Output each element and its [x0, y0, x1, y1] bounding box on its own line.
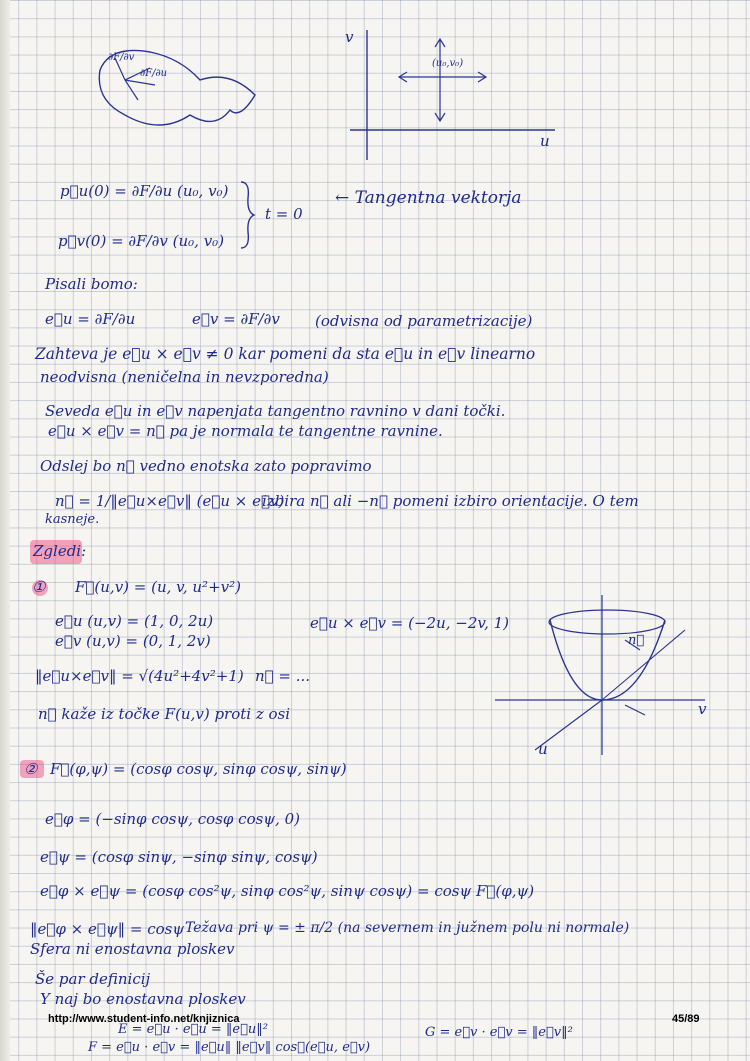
pv-definition: p⃗v(0) = ∂F/∂v (u₀, v₀) — [58, 232, 225, 250]
footer-url[interactable]: http://www.student-info.net/knjiznica — [48, 1013, 240, 1025]
fig3-v-axis: v — [698, 700, 707, 718]
ex2-cross: e⃗φ × e⃗ψ = (cosφ cos²ψ, sinφ cos²ψ, sinψ cosψ) = cosψ F⃗(φ,ψ) — [40, 882, 535, 900]
t-zero: t = 0 — [265, 205, 303, 223]
fig3-n: n⃗ — [628, 633, 645, 648]
ex1-function: F⃗(u,v) = (u, v, u²+v²) — [75, 578, 241, 596]
pu-definition: p⃗u(0) = ∂F/∂u (u₀, v₀) — [60, 182, 229, 200]
ex1-norm: ‖e⃗u×e⃗v‖ = √(4u²+4v²+1) — [35, 667, 244, 685]
ex1-n: n⃗ = ... — [255, 667, 311, 685]
ex2-ephi: e⃗φ = (−sinφ cosψ, cosφ cosψ, 0) — [45, 810, 300, 828]
naj-bo: Y naj bo enostavna ploskev — [40, 990, 246, 1008]
ex1-cross: e⃗u × e⃗v = (−2u, −2v, 1) — [310, 614, 509, 632]
fig1-dfdu-label: ∂F/∂u — [140, 68, 168, 79]
ex2-number: ② — [24, 760, 38, 778]
ex2-epsi: e⃗ψ = (cosφ sinψ, −sinφ sinψ, cosψ) — [40, 848, 318, 866]
se-par: Še par definicij — [35, 970, 151, 988]
ex2-tezava: Težava pri ψ = ± π/2 (na severnem in južnem polu ni normale) — [185, 920, 630, 936]
notebook-binding — [0, 0, 10, 1061]
ex2-norm: ‖e⃗φ × e⃗ψ‖ = cosψ — [30, 920, 185, 938]
requirement-line-2: neodvisna (neničelna in nevzporedna) — [40, 368, 329, 386]
fig3-u-axis: u — [538, 740, 548, 758]
span-line-2: e⃗u × e⃗v = n⃗ pa je normala te tangentne ravnine. — [48, 422, 443, 440]
uv-plane-sketch — [345, 25, 565, 165]
brace — [238, 180, 258, 250]
ex2-sfera: Sfera ni enostavna ploskev — [30, 940, 235, 958]
requirement-line-1: Zahteva je e⃗u × e⃗v ≠ 0 kar pomeni da sta e⃗u in e⃗v linearno — [35, 345, 536, 363]
odslej-line: Odslej bo n⃗ vedno enotska zato popravimo — [40, 457, 372, 475]
ex1-ev: e⃗v (u,v) = (0, 1, 2v) — [55, 632, 211, 650]
E-definition: E = e⃗u · e⃗u = ‖e⃗u‖² — [118, 1022, 269, 1037]
param-note: (odvisna od parametrizacije) — [315, 312, 533, 330]
pisali-bomo: Pisali bomo: — [45, 275, 138, 293]
footer-page-number: 45/89 — [672, 1013, 700, 1025]
ev-definition: e⃗v = ∂F/∂v — [192, 310, 280, 328]
fig1-dfdv-label: ∂F/∂v — [108, 52, 135, 63]
normal-formula: n⃗ = 1/‖e⃗u×e⃗v‖ (e⃗u × e⃗v) — [55, 492, 285, 510]
fig2-u-axis: u — [540, 132, 550, 150]
kasneje: kasneje. — [45, 512, 100, 527]
span-line-1: Seveda e⃗u in e⃗v napenjata tangentno ravnino v dani točki. — [45, 402, 506, 420]
ex1-eu: e⃗u (u,v) = (1, 0, 2u) — [55, 612, 214, 630]
G-definition: G = e⃗v · e⃗v = ‖e⃗v‖² — [425, 1025, 573, 1040]
tangent-vectors-label: ← Tangentna vektorja — [335, 188, 522, 208]
fig2-point: (u₀,v₀) — [432, 58, 464, 69]
zgledi-heading: Zgledi: — [33, 542, 87, 560]
ex1-number: ① — [32, 578, 46, 596]
eu-definition: e⃗u = ∂F/∂u — [45, 310, 136, 328]
ex2-function: F⃗(φ,ψ) = (cosφ cosψ, sinφ cosψ, sinψ) — [50, 760, 347, 778]
orientation-note: izbira n⃗ ali −n⃗ pomeni izbiro orientacije. O tem — [262, 492, 639, 510]
paraboloid-sketch — [490, 590, 720, 760]
ex1-kaze: n⃗ kaže iz točke F(u,v) proti z osi — [38, 705, 291, 723]
fig2-v-axis: v — [345, 28, 354, 46]
F-definition: F = e⃗u · e⃗v = ‖e⃗u‖ ‖e⃗v‖ cos∡(e⃗u, e⃗v) — [88, 1040, 371, 1055]
